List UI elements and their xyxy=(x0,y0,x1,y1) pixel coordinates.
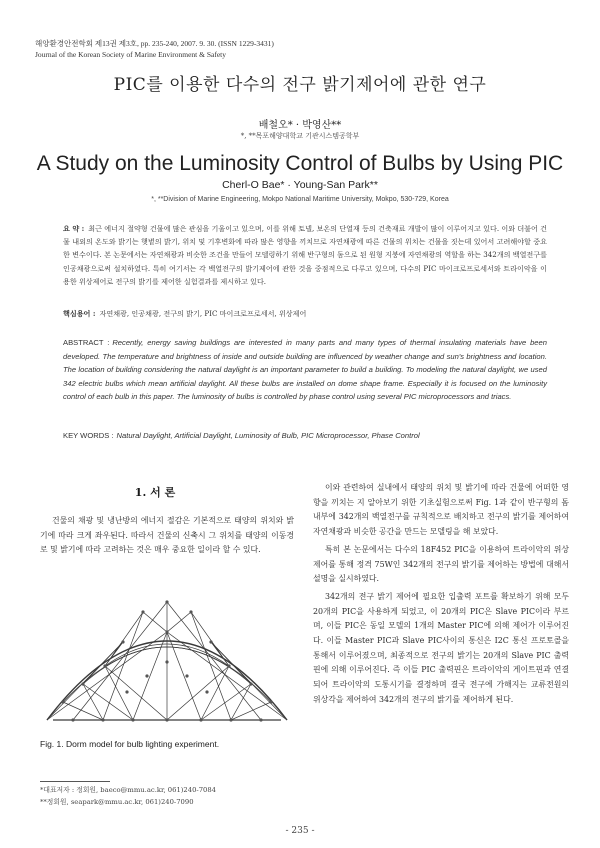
footnote-corresponding-author: *대표저자 : 정회원, baeco@mmu.ac.kr, 061)240-7084 xyxy=(40,786,216,794)
abstract-english-label: ABSTRACT : xyxy=(63,338,110,347)
section-heading-introduction: 1. 서 론 xyxy=(134,486,176,499)
authors-english: Cherl-O Bae* · Young-San Park** xyxy=(222,179,378,191)
keywords-korean-label: 핵심용어 : xyxy=(63,309,96,318)
title-korean: PIC를 이용한 다수의 전구 밝기제어에 관한 연구 xyxy=(113,75,487,95)
journal-line-ko: 해양환경안전학회 제13권 제3호, pp. 235-240, 2007. 9. 30. (ISSN 1229-3431) xyxy=(35,39,274,48)
journal-line-en: Journal of the Korean Society of Marine Environment & Safety xyxy=(35,50,226,59)
keywords-english-label: KEY WORDS : xyxy=(63,431,114,440)
footnote-divider xyxy=(40,781,110,782)
keywords-english xyxy=(63,431,547,440)
figure-caption: Fig. 1. Dorm model for bulb lighting experiment. xyxy=(40,739,220,749)
keywords-korean xyxy=(63,309,547,319)
footnote-co-author: **정회원, seapark@mmu.ac.kr, 061)240-7090 xyxy=(40,798,194,806)
intro-right-paragraph-1: 이와 관련하여 실내에서 태양의 위치 및 밝기에 따라 건물에 어떠한 영향을 끼치는 지 알아보기 위한 기초실험으로써 Fig. 1과 같이 반구형의 돔 내부에 342개의 백열전구를 규칙적으로 배치하고 전구의 밝기를 제어하여 자연채광과 비슷한 공간을 만드는 모델링을 해 보았다. xyxy=(313,483,569,537)
intro-right-column xyxy=(313,481,569,711)
abstract-english xyxy=(63,336,547,404)
intro-right-paragraph-2: 특히 본 논문에서는 다수의 18F452 PIC을 이용하여 트라이악의 위상제어를 통해 정격 75W인 342개의 전구의 밝기를 제어하는 방법에 대해서 설명을 실시하였다. xyxy=(313,544,569,584)
intro-right-paragraph-3: 342개의 전구 밝기 제어에 필요한 입출력 포트를 확보하기 위해 모두 20개의 PIC을 사용하게 되었고, 이 20개의 PIC은 Slave PIC이라 부르며, 이들 PIC은 동일 모델의 1개의 Master PIC에 의해 제어가 이루어진다. 이들 Master PIC과 Slave PIC사이의 통신은 I2C 통신 프로토콜을 통해서 이루어졌으며, 최종적으로 전구의 밝기는 20개의 Slave PIC 출력핀에 의해 이루어진다. 즉 이들 PIC 출력핀은 트라이악의 게이트핀과 연결되어 트라이악의 도통시기를 결정하며 결국 전구에 가해지는 교류전원의 위상각을 제어하여 342개의 전구의 밝기를 제어하게 된다. xyxy=(313,591,569,704)
keywords-korean-text: 자연채광, 인공채광, 전구의 밝기, PIC 마이크로프로세서, 위상제어 xyxy=(99,309,307,318)
title-english: A Study on the Luminosity Control of Bulbs by Using PIC xyxy=(36,152,564,175)
intro-paragraph: 건물의 채광 및 냉난방의 에너지 절감은 기본적으로 태양의 위치와 밝기에 따라 크게 좌우된다. 따라서 건물의 신축시 그 위치를 태양의 이동경로 및 밝기에 따라 고려하는 것은 매우 중요한 일이라 할 수 있다. xyxy=(40,516,294,555)
intro-left-column xyxy=(40,514,294,558)
authors-korean: 배철오* · 박영산** xyxy=(258,120,342,131)
affiliation-english: *, **Division of Marine Engineering, Mokpo National Maritime University, Mokpo, 530-729, Korea xyxy=(151,196,449,203)
abstract-korean xyxy=(63,222,547,288)
abstract-korean-text: 최근 에너지 절약형 건물에 많은 관심을 기울이고 있으며, 이를 위해 토넬, 보온의 단열재 등의 건축재료 개발이 많이 이루어지고 있다. 이와 더불어 건물 내외의 온도와 밝기는 햇볕의 밝기, 위치 및 기후변화에 따라 많은 영향을 끼치므로 자연채광에 따른 건물의 위치는 건물을 짓는데 있어서 고려해야할 중요한 변수이다. 본 논문에서는 자연채광과 비슷한 조건을 만들어 모델링하기 위해 반구형의 돔으로 된 원형 지붕에 자연채광의 역할을 하는 342개의 백열전구를 인공채광으로써 설치하였다. 특히 여기서는 각 백열전구의 밝기제어에 관한 것을 중점적으로 다루고 있으며, 다수의 PIC 마이크로프로세서와 트라이악을 이용한 위상제어로 전구의 밝기를 제어한 실험결과를 제시하고 있다. xyxy=(63,224,547,286)
page-number: - 235 - xyxy=(285,826,315,836)
journal-header xyxy=(35,38,274,60)
figure-dome-model xyxy=(43,582,291,732)
abstract-english-text: Recently, energy saving buildings are interested in many parts and many types of thermal insulating materials have been developed. The temperature and brightness of inside and outside building are influenced by weather change and sun's brightness and location. The location of building considering the natural daylight is an important parameter to build a building. To modeling the natural daylight, we used 342 electric bulbs which mean artificial daylight. All these bulbs are installed on dome shape frame. Especially it is focused on the luminosity control of each bulb in this paper. The luminosity of bulbs is controlled by phase control using several PIC microprocessors and triacs. xyxy=(63,338,547,402)
affiliation-korean: *, **목포해양대학교 기관시스템공학부 xyxy=(240,132,360,140)
keywords-english-text: Natural Daylight, Artificial Daylight, Luminosity of Bulb, PIC Microprocessor, Phase Control xyxy=(116,431,420,440)
abstract-korean-label: 요 약 : xyxy=(63,224,85,233)
